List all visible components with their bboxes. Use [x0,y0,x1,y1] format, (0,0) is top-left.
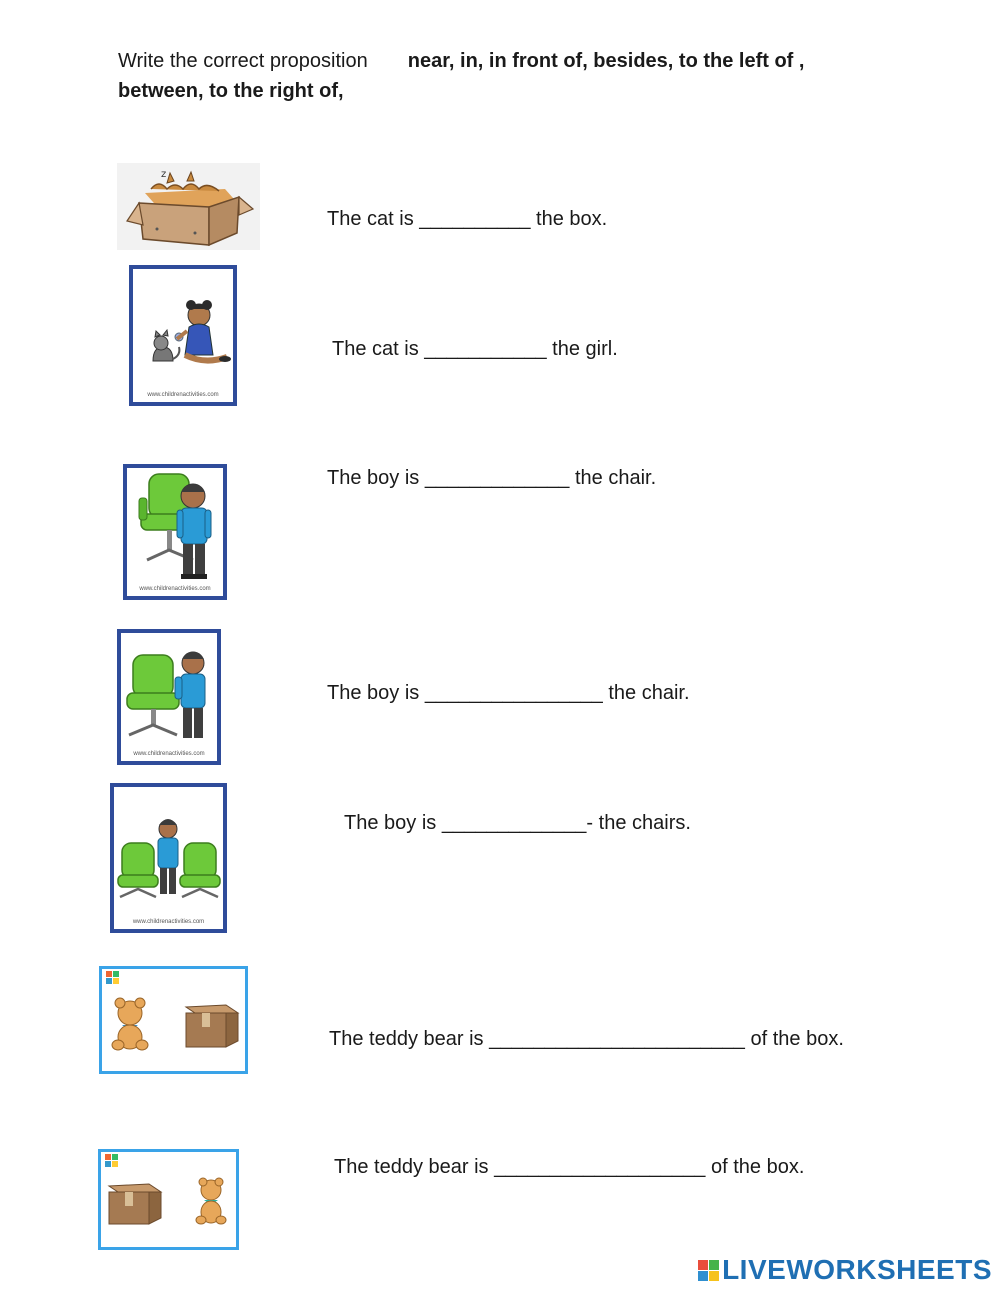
bear-right-of-box-picture [98,1149,239,1250]
liveworksheets-blocks-icon [698,1260,719,1281]
boy-front-chair-picture: www.childrenactivities.com [123,464,227,600]
bear-left-of-box-picture [99,966,248,1074]
instruction-lead: Write the correct proposition [118,50,368,72]
question-3-sentence: The boy is _____________ the chair. [327,467,657,489]
boy-between-chairs-picture: www.childrenactivities.com [110,783,227,933]
word-options-line-2: between, to the right of, [118,80,344,102]
liveworksheets-logo [698,1254,992,1286]
logo-text: LIVEWORKSHEETS [722,1254,992,1285]
question-2-sentence: The cat is ___________ the girl. [332,338,618,360]
question-5-sentence: The boy is _____________- the chairs. [344,812,691,834]
word-options-line-1: near, in, in front of, besides, to the left of , [407,50,805,72]
question-6-sentence: The teddy bear is _______________________ of the box. [329,1028,844,1050]
cat-near-girl-picture: www.childrenactivities.com [129,265,237,406]
question-7-sentence: The teddy bear is ___________________ of the box. [334,1156,805,1178]
boy-beside-chair-picture: www.childrenactivities.com [117,629,221,765]
question-4-sentence: The boy is ________________ the chair. [327,682,690,704]
instruction [118,46,898,106]
question-1-sentence: The cat is __________ the box. [327,208,608,230]
cat-in-box-picture [117,163,260,250]
svg-text:z: z [161,169,167,180]
